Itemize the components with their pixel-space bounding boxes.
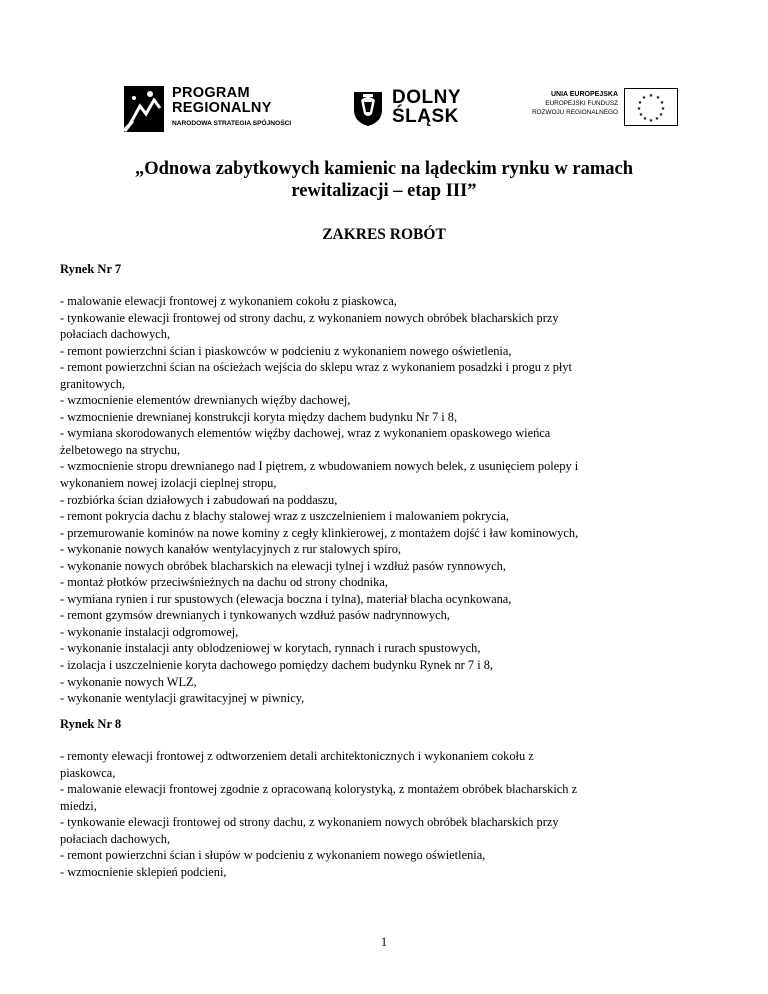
eu-line3: ROZWOJU REGIONALNEGO <box>532 109 618 116</box>
list-line: - remont pokrycia dachu z blachy stalowej wraz z uszczelnieniem i malowaniem pokrycia, <box>60 509 509 524</box>
list-line: - wykonanie nowych WLZ, <box>60 674 197 689</box>
program-line1: PROGRAM <box>172 85 250 101</box>
program-regionalny-emblem-icon <box>120 84 166 134</box>
eu-line1: UNIA EUROPEJSKA <box>550 91 618 98</box>
svg-text:★: ★ <box>658 112 664 118</box>
list-line: - remonty elewacji frontowej z odtworzeniem detali architektonicznych i wykonaniem cokołu z <box>60 749 534 763</box>
dolny-slask-text <box>392 88 461 126</box>
list-line: - remont powierzchni ścian i piaskowców w podcieniu z wykonaniem nowego oświetlenia, <box>60 343 512 358</box>
work-list-rynek-8 <box>60 748 720 880</box>
list-line: piaskowca, <box>60 765 116 780</box>
dolny-line2: ŚLĄSK <box>392 106 459 127</box>
list-line: - remont gzymsów drewnianych i tynkowanych wzdłuż pasów nadrynnowych, <box>60 608 450 623</box>
program-subtitle: NARODOWA STRATEGIA SPÓJNOŚCI <box>172 120 292 127</box>
list-line: miedzi, <box>60 798 97 813</box>
list-line: - tynkowanie elewacji frontowej od strony dachu, z wykonaniem nowych obróbek blacharskich przy <box>60 310 559 325</box>
section-subtitle: ZAKRES ROBÓT <box>322 226 446 243</box>
svg-text:★: ★ <box>636 106 642 112</box>
svg-text:★: ★ <box>648 118 654 124</box>
page-number: 1 <box>380 935 388 949</box>
list-line: - wzmocnienie elementów drewnianych więźby dachowej, <box>60 393 351 408</box>
svg-text:★: ★ <box>641 95 647 101</box>
list-line: - wykonanie instalacji anty oblodzeniowej w korytach, rynnach i rurach spustowych, <box>60 641 481 656</box>
list-line: - wymiana rynien i rur spustowych (elewacja boczna i tylna), materiał blacha ocynkowana, <box>60 591 512 606</box>
program-line2: REGIONALNY <box>172 100 272 116</box>
list-line: połaciach dachowych, <box>60 327 171 342</box>
list-line: - montaż płotków przeciwśnieżnych na dachu od strony chodnika, <box>60 575 388 590</box>
list-line: wykonaniem nowej izolacji cieplnej stropu, <box>60 476 277 491</box>
list-line: - remont powierzchni ścian i słupów w podcieniu z wykonaniem nowego oświetlenia, <box>60 848 486 863</box>
eu-line2: EUROPEJSKI FUNDUSZ <box>545 100 618 107</box>
logo-strip <box>120 82 680 138</box>
section-heading-rynek-8: Rynek Nr 8 <box>60 717 122 731</box>
svg-text:★: ★ <box>642 116 648 122</box>
list-line: - wzmocnienie sklepień podcieni, <box>60 864 227 879</box>
eu-flag-icon <box>624 88 678 126</box>
list-line: - malowanie elewacji frontowej z wykonaniem cokołu z piaskowca, <box>60 294 397 308</box>
eagle-crest-icon <box>350 88 386 128</box>
list-line: - remont powierzchni ścian na ościeżach wejścia do sklepu wraz z wykonaniem posadzki i progu z płyt <box>60 360 572 375</box>
list-line: połaciach dachowych, <box>60 831 171 846</box>
svg-text:★: ★ <box>638 112 644 118</box>
svg-text:★: ★ <box>648 93 654 99</box>
title-line2: rewitalizacji – etap III” <box>291 181 477 201</box>
list-line: - wykonanie instalacji odgromowej, <box>60 624 239 639</box>
list-line: żelbetowego na strychu, <box>60 442 181 457</box>
svg-text:★: ★ <box>659 100 665 106</box>
list-line: - rozbiórka ścian działowych i zabudowań na poddaszu, <box>60 492 338 507</box>
list-line: - izolacja i uszczelnienie koryta dachowego pomiędzy dachem budynku Rynek nr 7 i 8, <box>60 658 494 673</box>
dolny-slask-logo <box>350 82 480 138</box>
list-line: - wykonanie nowych kanałów wentylacyjnych z rur stalowych spiro, <box>60 542 401 557</box>
list-line: granitowych, <box>60 376 126 391</box>
svg-text:★: ★ <box>637 100 643 106</box>
svg-text:★: ★ <box>660 106 666 112</box>
list-line: - tynkowanie elewacji frontowej od strony dachu, z wykonaniem nowych obróbek blacharskich przy <box>60 815 559 830</box>
list-line: - wzmocnienie stropu drewnianego nad I piętrem, z wbudowaniem nowych belek, z usunięciem polepy i <box>60 459 579 474</box>
list-line: - wzmocnienie drewnianej konstrukcji koryta między dachem budynku Nr 7 i 8, <box>60 409 458 424</box>
list-line: - przemurowanie kominów na nowe kominy z cegły klinkierowej, z montażem dojść i ław kominowych, <box>60 525 579 540</box>
program-regionalny-text <box>172 86 272 116</box>
section-heading-rynek-7: Rynek Nr 7 <box>60 262 122 276</box>
dolny-line1: DOLNY <box>392 87 461 108</box>
list-line: - wykonanie wentylacji grawitacyjnej w piwnicy, <box>60 691 305 706</box>
svg-text:★: ★ <box>655 95 661 101</box>
list-line: - wykonanie nowych obróbek blacharskich na elewacji tylnej i wzdłuż pasów rynnowych, <box>60 558 506 573</box>
svg-text:★: ★ <box>654 116 660 122</box>
program-regionalny-logo <box>120 82 320 138</box>
title-line1: „Odnowa zabytkowych kamienic na lądeckim rynku w ramach <box>135 159 633 179</box>
list-line: - malowanie elewacji frontowej zgodnie z opracowaną kolorystyką, z montażem obróbek blacharskich z <box>60 782 578 797</box>
list-line: - wymiana skorodowanych elementów więźby dachowej, wraz z wykonaniem opaskowego wieńca <box>60 426 551 441</box>
eu-logo-text <box>518 90 618 117</box>
document-title <box>60 158 708 202</box>
eu-logo <box>518 88 680 134</box>
work-list-rynek-7 <box>60 293 720 707</box>
